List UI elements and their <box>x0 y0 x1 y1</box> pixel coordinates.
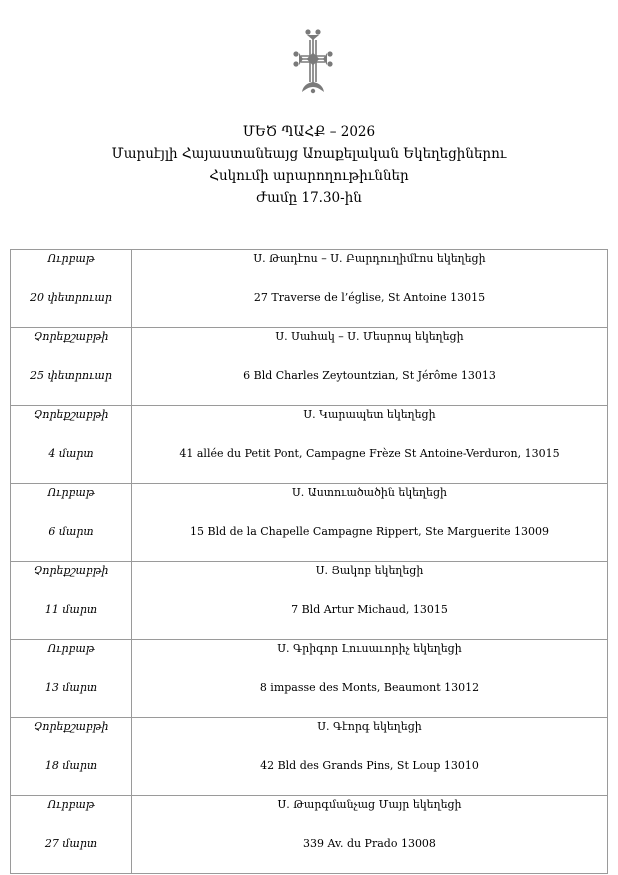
date: 13 մարտ <box>44 681 98 694</box>
church-name: Ս. Աստուածածին եկեղեցի <box>292 486 447 499</box>
header-subtitle: Մարսէյլի Հայաստանեայց Առաքելական Եկեղեցիներու <box>111 146 507 162</box>
church-address: 15 Bld de la Chapelle Campagne Rippert, Ste Marguerite 13009 <box>190 525 549 538</box>
weekday: Ուրբաթ <box>47 252 95 265</box>
table-row <box>11 640 608 718</box>
table-row <box>11 562 608 640</box>
church-name: Ս. Թադէոս – Ս. Բարդուղիմէոս եկեղեցի <box>253 252 486 265</box>
armenian-cross-icon <box>293 26 333 96</box>
church-address: 7 Bld Artur Michaud, 13015 <box>291 603 448 616</box>
date: 4 մարտ <box>48 447 94 460</box>
church-name: Ս. Գրիգոր Լուսաւորիչ եկեղեցի <box>277 642 462 655</box>
church-name: Ս. Թարգմանչաց Մայր եկեղեցի <box>277 798 462 811</box>
table-row <box>11 250 608 328</box>
church-address: 41 allée du Petit Pont, Campagne Frèze St Antoine-Verduron, 13015 <box>179 447 560 460</box>
church-address: 6 Bld Charles Zeytountzian, St Jérôme 13013 <box>243 369 496 382</box>
weekday: Չորեքշաբթի <box>33 564 109 577</box>
table-row <box>11 328 608 406</box>
table-row <box>11 484 608 562</box>
church-address: 339 Av. du Prado 13008 <box>303 837 436 850</box>
date: 11 մարտ <box>44 603 98 616</box>
place-cell <box>132 406 608 484</box>
date: 18 մարտ <box>44 759 98 772</box>
place-cell <box>132 718 608 796</box>
day-cell <box>11 640 132 718</box>
weekday: Չորեքշաբթի <box>33 408 109 421</box>
day-cell <box>11 562 132 640</box>
place-cell <box>132 640 608 718</box>
church-name: Ս. Գէորգ եկեղեցի <box>317 720 422 733</box>
schedule-table <box>10 249 608 874</box>
document-header <box>0 121 618 209</box>
place-cell <box>132 484 608 562</box>
date: 25 փետրուար <box>30 369 112 382</box>
church-name: Ս. Սահակ – Ս. Մեսրոպ եկեղեցի <box>275 330 464 343</box>
church-address: 8 impasse des Monts, Beaumont 13012 <box>259 681 480 694</box>
day-cell <box>11 718 132 796</box>
day-cell <box>11 484 132 562</box>
weekday: Ուրբաթ <box>47 798 95 811</box>
place-cell <box>132 562 608 640</box>
weekday: Չորեքշաբթի <box>33 330 109 343</box>
church-address: 42 Bld des Grands Pins, St Loup 13010 <box>260 759 479 772</box>
place-cell <box>132 796 608 874</box>
header-title: ՄԵԾ ՊԱՀՔ – 2026 <box>242 124 376 140</box>
place-cell <box>132 250 608 328</box>
church-address: 27 Traverse de l’église, St Antoine 13015 <box>253 291 486 304</box>
day-cell <box>11 796 132 874</box>
weekday: Չորեքշաբթի <box>33 720 109 733</box>
header-time: Ժամը 17.30-ին <box>256 190 362 206</box>
church-name: Ս. Յակոբ եկեղեցի <box>315 564 424 577</box>
date: 6 մարտ <box>48 525 94 538</box>
weekday: Ուրբաթ <box>47 486 95 499</box>
day-cell <box>11 406 132 484</box>
date: 27 մարտ <box>44 837 98 850</box>
place-cell <box>132 328 608 406</box>
church-name: Ս. Կարապետ եկեղեցի <box>303 408 436 421</box>
weekday: Ուրբաթ <box>47 642 95 655</box>
date: 20 փետրուար <box>30 291 112 304</box>
table-row <box>11 718 608 796</box>
day-cell <box>11 328 132 406</box>
header-ceremony: Հսկումի արարողութիւններ <box>209 168 409 184</box>
day-cell <box>11 250 132 328</box>
table-row <box>11 796 608 874</box>
table-row <box>11 406 608 484</box>
